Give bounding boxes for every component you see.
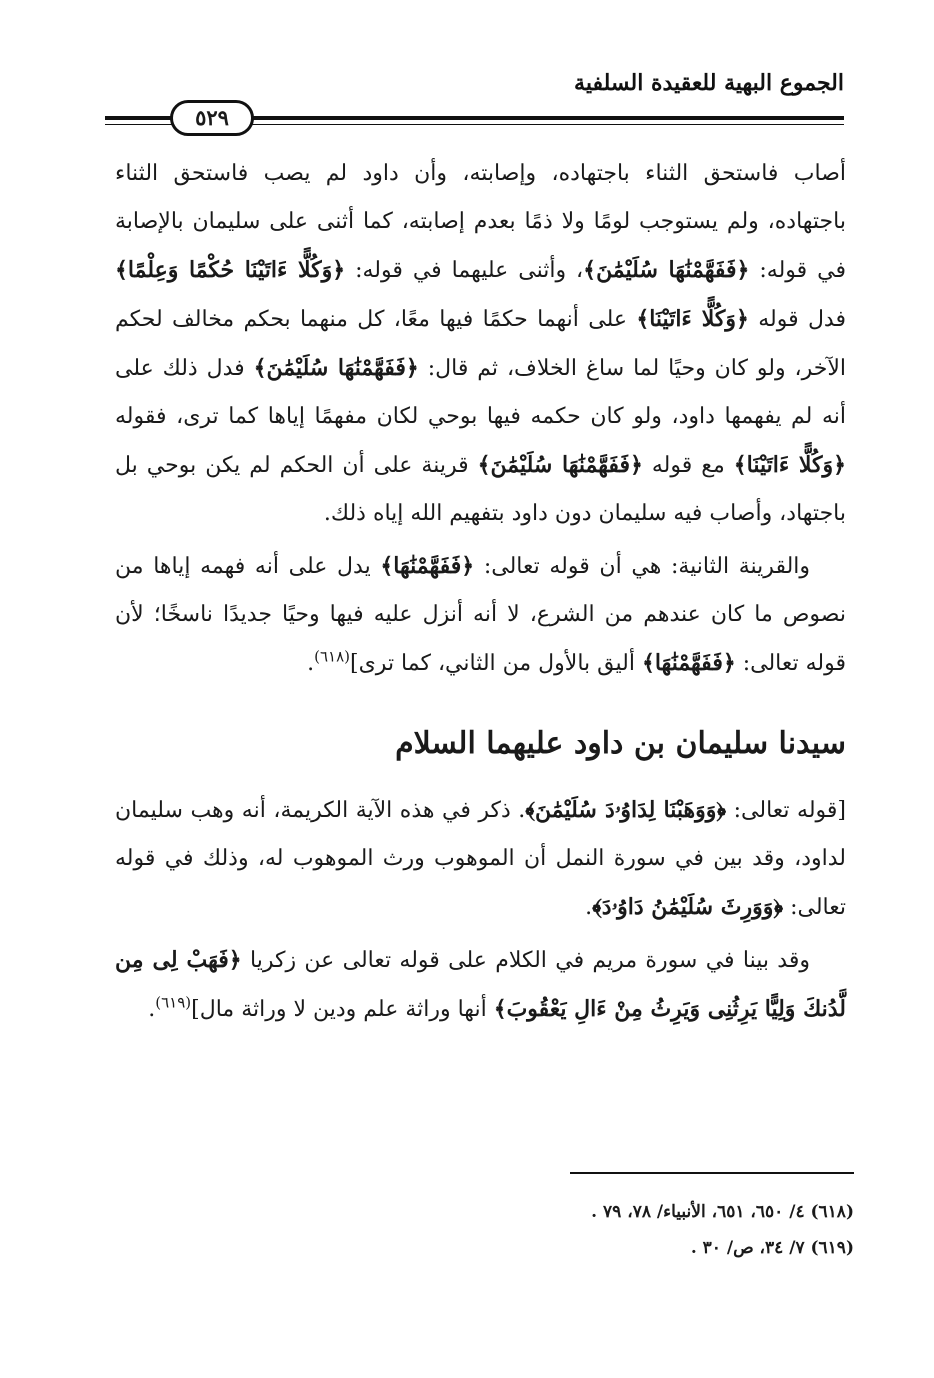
- paragraph-3: [115, 786, 846, 932]
- quran-quote: ﴿فَفَهَّمْنَٰهَا سُلَيْمَٰنَ﴾: [477, 452, 643, 478]
- text-run: .: [585, 895, 593, 920]
- paragraph-2: [115, 542, 846, 688]
- text-run: ، وأثنى عليهما في قوله:: [345, 258, 584, 283]
- text-run: . ذكر في هذه الآية الكريمة، أنه وهب سليمان لداود، وقد بين في سورة النمل أن الموهوب ورث الموهوب له، وذلك في قوله تعالى:: [115, 798, 846, 920]
- text-run: أصاب فاستحق الثناء باجتهاده، وإصابته، وأن داود لم يصب فاستحق الثناء باجتهاده، ولم يستوجب لومًا ولا ذمًا بعدم إصابته، كما أثنى على سليمان بالإصابة في قوله:: [115, 161, 846, 283]
- page-number-badge: ٥٢٩: [170, 100, 254, 136]
- quran-quote: ﴿فَفَهَّمْنَٰهَا﴾: [641, 650, 736, 676]
- text-run: أليق بالأول من الثاني، كما ترى]: [350, 651, 642, 676]
- footnote-separator: [570, 1172, 854, 1174]
- quran-quote: ﴿وَكُلًّا ءَاتَيْنَا حُكْمًا وَعِلْمًا﴾: [115, 257, 346, 283]
- text-run: وقد بينا في سورة مريم في الكلام على قوله تعالى عن زكريا: [241, 948, 810, 973]
- paragraph-4: [115, 936, 846, 1034]
- text-run: مع قوله: [642, 453, 734, 478]
- quran-quote: ﴿فَفَهَّمْنَٰهَا سُلَيْمَٰنَ﴾: [583, 257, 750, 283]
- footnote-reference[interactable]: (٦١٩): [155, 993, 192, 1012]
- footnotes: [115, 1194, 854, 1266]
- quran-quote: ﴿وَكُلًّا ءَاتَيْنَا﴾: [733, 452, 846, 478]
- quran-quote: ﴿وَكُلًّا ءَاتَيْنَا﴾: [636, 306, 749, 332]
- running-header-title: الجموع البهية للعقيدة السلفية: [574, 70, 844, 96]
- quran-quote: ﴿وَوَرِثَ سُلَيْمَٰنُ دَاوُۥدَ﴾: [592, 894, 784, 920]
- text-run: قرينة على أن الحكم لم يكن بوحي بل باجتهاد، وأصاب فيه سليمان دون داود بتفهيم الله إياه ذلك.: [115, 453, 846, 526]
- text-run: .: [307, 651, 315, 676]
- footnote-618: (٦١٨) ٤/ ٦٥٠، ٦٥١، الأنبياء/ ٧٨، ٧٩ .: [591, 1202, 854, 1222]
- section-heading: سيدنا سليمان بن داود عليهما السلام: [395, 726, 846, 761]
- text-run: فدل ذلك على أنه لم يفهمها داود، ولو كان حكمه فيها بوحي لكان مفهمًا إياها كما ترى، فقوله: [115, 356, 846, 429]
- text-run: [قوله تعالى:: [726, 798, 847, 823]
- text-run: فدل قوله: [748, 307, 846, 332]
- main-text: [115, 150, 846, 1034]
- paragraph-1: [115, 150, 846, 538]
- footnote-reference[interactable]: (٦١٨): [314, 647, 350, 666]
- footnote-619: (٦١٩) ٧/ ٣٤، ص/ ٣٠ .: [690, 1238, 854, 1258]
- text-run: على أنهما حكمًا فيها معًا، كل منهما بحكم مخالف لحكم الآخر، ولو كان وحيًا لما ساغ الخلاف، ثم قال:: [115, 307, 846, 381]
- quran-quote: ﴿فَهَبْ لِى مِن لَّدُنكَ وَلِيًّا يَرِثُنِى وَيَرِثُ مِنْ ءَالِ يَعْقُوبَ﴾: [115, 947, 846, 1022]
- text-run: أنها وراثة علم ودين لا وراثة مال]: [191, 997, 494, 1022]
- quran-quote: ﴿وَوَهَبْنَا لِدَاوُۥدَ سُلَيْمَٰنَ﴾: [525, 797, 727, 823]
- quran-quote: ﴿فَفَهَّمْنَٰهَا﴾: [380, 553, 475, 579]
- text-run: والقرينة الثانية: هي أن قوله تعالى:: [474, 554, 811, 579]
- quran-quote: ﴿فَفَهَّمْنَٰهَا سُلَيْمَٰنَ﴾: [253, 355, 419, 381]
- text-run: يدل على أنه فهمه إياها من نصوص ما كان عندهم من الشرع، لا أنه أنزل عليه فيها وحيًا جديدًا ناسخًا؛ لأن قوله تعالى:: [115, 554, 846, 676]
- text-run: .: [148, 997, 156, 1022]
